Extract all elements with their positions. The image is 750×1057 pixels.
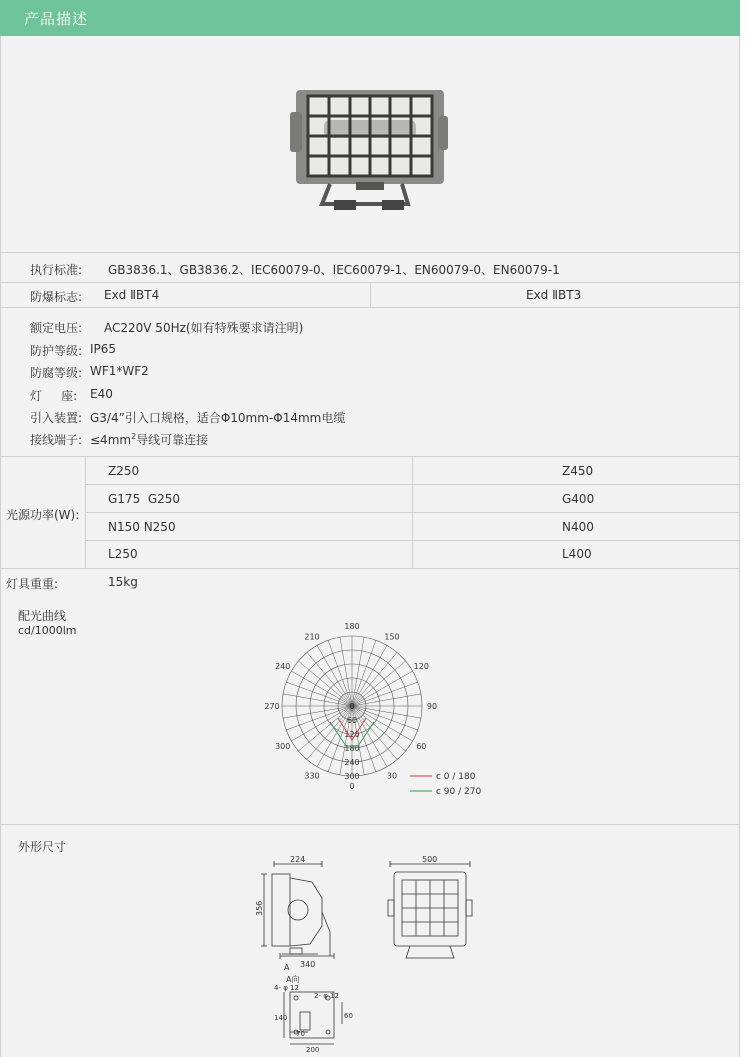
terminal-value-pre: ≤4mm [90,433,132,447]
divider [0,307,740,308]
voltage-label: 额定电压: [30,321,83,335]
polar-radial-label: 240 [344,758,360,767]
polar-angle-label: 150 [384,632,400,642]
polar-diagram [250,620,500,792]
power-left-2: N150 N250 [108,520,176,534]
polar-angle-label: 180 [344,622,360,631]
divider [0,456,740,457]
polar-angle-label: 30 [386,771,398,781]
voltage-value: AC220V 50Hz(如有特殊要求请注明) [104,321,304,335]
polar-radial-label: 0 [349,702,355,711]
power-right-0: Z450 [562,464,594,478]
dim-side-base: 340 [300,960,316,969]
protection-value: IP65 [90,342,117,356]
polar-angle-label: 300 [275,742,291,751]
power-right-2: N400 [562,520,594,534]
divider [0,252,740,253]
section-title: 产品描述 [24,10,89,28]
entry-label: 引入装置: [30,411,83,425]
dimension-drawings [250,852,490,1054]
dim-hole-b: 2- φ 12 [314,992,339,1000]
dim-plate-width: 200 [306,1046,320,1054]
terminal-value [90,431,208,448]
polar-angle-label: 210 [304,632,320,642]
polar-angle-label: 120 [413,662,429,671]
dim-side-height: 356 [255,900,264,916]
polar-angle-label: 240 [275,662,291,671]
power-left-3: L250 [108,547,138,561]
dim-plate-height: 140 [274,1014,288,1022]
dim-side-width: 224 [290,855,306,864]
marking-left: Exd ⅡBT4 [104,288,160,302]
standard-label: 执行标准: [30,263,83,277]
socket-value: E40 [90,387,113,401]
legend-text-c90: c 90 / 270 [436,787,482,797]
polar-angle-label: 60 [416,742,427,751]
dim-plate-width-inner: 70 [296,1030,305,1038]
section-header [0,0,740,36]
weight-label: 灯具重重: [6,577,59,591]
terminal-label: 接线端子: [30,433,83,447]
dim-view-label: A向 [286,975,300,984]
polar-angle-label: 90 [426,702,438,711]
polar-radial-label: 120 [344,730,360,739]
protection-label: 防护等级: [30,344,83,358]
dim-arrow-label: A [284,963,290,972]
power-row-divider [85,512,740,513]
polar-legend [408,770,518,798]
weight-value: 15kg [108,575,138,589]
polar-unit: cd/1000lm [18,624,77,637]
polar-radial-label: 60 [346,716,358,725]
dims-title: 外形尺寸 [18,840,67,854]
power-right-1: G400 [562,492,595,506]
terminal-value-sup: 2 [131,432,137,441]
explosion-proof-floodlight-icon [290,72,450,224]
polar-title: 配光曲线 [18,609,67,623]
legend-text-c0: c 0 / 180 [436,772,476,782]
corrosion-value: WF1*WF2 [90,364,149,378]
power-row-divider [85,484,740,485]
polar-radial-label: 300 [344,772,360,781]
power-right-3: L400 [562,547,592,561]
marking-label: 防爆标志: [30,290,83,304]
marking-right: Exd ⅡBT3 [526,288,582,302]
divider [0,824,740,825]
corrosion-label: 防腐等级: [30,366,83,380]
polar-radial-label: 180 [344,744,360,753]
dim-slot-height: 60 [344,1012,353,1020]
power-row-divider [85,540,740,541]
power-label: 光源功率(W): [6,508,80,522]
divider [0,568,740,569]
dim-hole-a: 4- φ 12 [274,984,299,992]
power-left-0: Z250 [108,464,140,478]
polar-angle-label: 0 [349,782,355,791]
dim-front-width: 500 [422,855,438,864]
socket-label: 灯 座: [30,389,78,403]
power-left-1: G175 G250 [108,492,181,506]
polar-angle-label: 330 [304,771,320,781]
entry-value: G3/4”引入口规格，适合Φ10mm-Φ14mm电缆 [90,411,346,425]
column-divider [370,282,371,307]
terminal-value-post: 导线可靠连接 [136,433,209,447]
polar-angle-label: 270 [264,702,280,711]
standard-value: GB3836.1、GB3836.2、IEC60079-0、IEC60079-1、EN60079-0、EN60079-1 [108,263,560,277]
